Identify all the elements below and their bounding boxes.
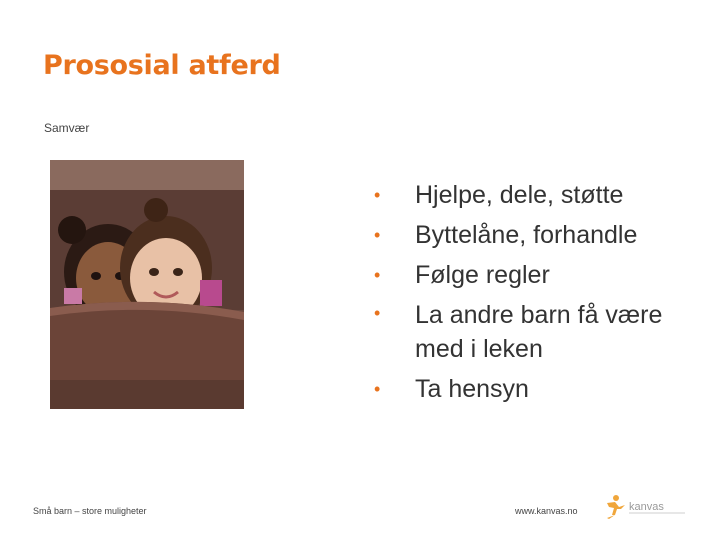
running-figure-icon: [601, 493, 687, 519]
bullet-item: [370, 256, 700, 294]
kanvas-logo: [601, 493, 687, 519]
photo-illustration: [50, 160, 244, 409]
bullet-text: Følge regler: [415, 261, 550, 289]
bullet-item: [370, 370, 700, 408]
bullet-item: [370, 216, 700, 254]
logo-text: kanvas: [629, 501, 664, 513]
bullet-dot-icon: •: [374, 379, 381, 399]
bullet-item: [370, 296, 700, 366]
bullet-text: Byttelåne, forhandle: [415, 221, 638, 249]
slide-title: Prososial atferd: [43, 50, 281, 81]
bullet-dot-icon: •: [374, 303, 381, 323]
bullet-text: Ta hensyn: [415, 375, 529, 403]
bullet-item: [370, 176, 700, 214]
footer-url[interactable]: www.kanvas.no: [515, 506, 578, 516]
bullet-dot-icon: •: [374, 185, 381, 205]
bullet-dot-icon: •: [374, 265, 381, 285]
footer-tagline: Små barn – store muligheter: [33, 506, 147, 516]
bullet-dot-icon: •: [374, 225, 381, 245]
bullet-text: La andre barn få være med i leken: [415, 301, 663, 363]
children-photo: [50, 160, 244, 409]
bullet-text: Hjelpe, dele, støtte: [415, 181, 624, 209]
bullet-list: [370, 176, 700, 410]
slide-subtitle: Samvær: [44, 121, 90, 135]
